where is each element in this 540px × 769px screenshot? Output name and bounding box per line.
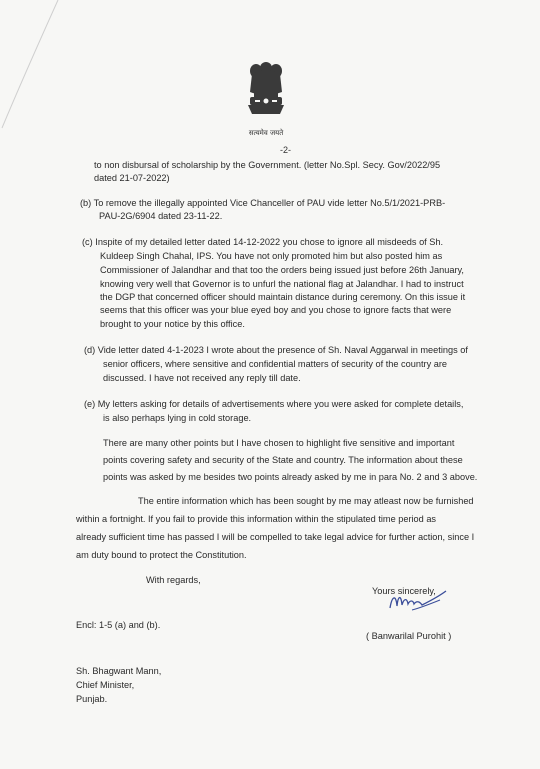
body-line: is also perhaps lying in cold storage. bbox=[103, 413, 252, 423]
body-line: dated 21-07-2022) bbox=[94, 173, 170, 183]
state-emblem-icon bbox=[238, 58, 294, 126]
body-line: already sufficient time has passed I will be compelled to take legal advice for further action, since I bbox=[76, 532, 475, 542]
recipient-line: Sh. Bhagwant Mann, bbox=[76, 666, 162, 676]
paper-crease-mark bbox=[0, 0, 60, 130]
body-line: Kuldeep Singh Chahal, IPS. You have not only promoted him but also posted him as bbox=[100, 251, 443, 261]
closing-with-regards: With regards, bbox=[146, 575, 201, 585]
handwritten-signature bbox=[386, 588, 448, 618]
body-line: points covering safety and security of the State and country. The information about these bbox=[103, 455, 463, 465]
signatory-name: ( Banwarilal Purohit ) bbox=[366, 631, 452, 641]
body-line: PAU-2G/6904 dated 23-11-22. bbox=[99, 211, 223, 221]
body-line: within a fortnight. If you fail to provide this information within the stipulated time period as bbox=[76, 514, 437, 524]
body-line: (e) My letters asking for details of advertisements where you were asked for complete details, bbox=[84, 399, 464, 409]
body-line: Commissioner of Jalandhar and that too the orders being issued just before 26th January, bbox=[100, 265, 464, 275]
body-line: discussed. I have not received any reply till date. bbox=[103, 373, 301, 383]
body-line: (d) Vide letter dated 4-1-2023 I wrote about the presence of Sh. Naval Aggarwal in meetings of bbox=[84, 345, 468, 355]
recipient-line: Chief Minister, bbox=[76, 680, 135, 690]
body-line: am duty bound to protect the Constitution. bbox=[76, 550, 247, 560]
page-number: -2- bbox=[280, 145, 291, 155]
body-line: brought to your notice by this office. bbox=[100, 319, 245, 329]
body-line: points was asked by me besides two points already asked by me in para No. 2 and 3 above. bbox=[103, 472, 478, 482]
emblem-motto: सत्यमेव जयते bbox=[248, 129, 284, 137]
body-line: to non disbursal of scholarship by the Government. (letter No.Spl. Secy. Gov/2022/95 bbox=[94, 160, 441, 170]
body-line: seems that this officer was your blue eyed boy and you chose to ignore facts that were bbox=[100, 305, 452, 315]
closing-yours-sincerely: Yours sincerely, bbox=[372, 586, 436, 596]
body-line: the DGP that concerned officer should maintain distance during ceremony. On this issue it bbox=[100, 292, 466, 302]
body-line: senior officers, where sensitive and confidential matters of security of the country are bbox=[103, 359, 448, 369]
body-line: There are many other points but I have chosen to highlight five sensitive and important bbox=[103, 438, 455, 448]
body-line: (c) Inspite of my detailed letter dated 14-12-2022 you chose to ignore all misdeeds of Sh. bbox=[82, 237, 444, 247]
body-line: (b) To remove the illegally appointed Vice Chanceller of PAU vide letter No.5/1/2021-PRB- bbox=[80, 198, 446, 208]
body-line: knowing very well that Governor is to unfurl the national flag at Jalandhar. I had to instruct bbox=[100, 279, 464, 289]
recipient-line: Punjab. bbox=[76, 694, 108, 704]
enclosure-line: Encl: 1-5 (a) and (b). bbox=[76, 620, 161, 630]
body-line: The entire information which has been sought by me may atleast now be furnished bbox=[138, 496, 474, 506]
